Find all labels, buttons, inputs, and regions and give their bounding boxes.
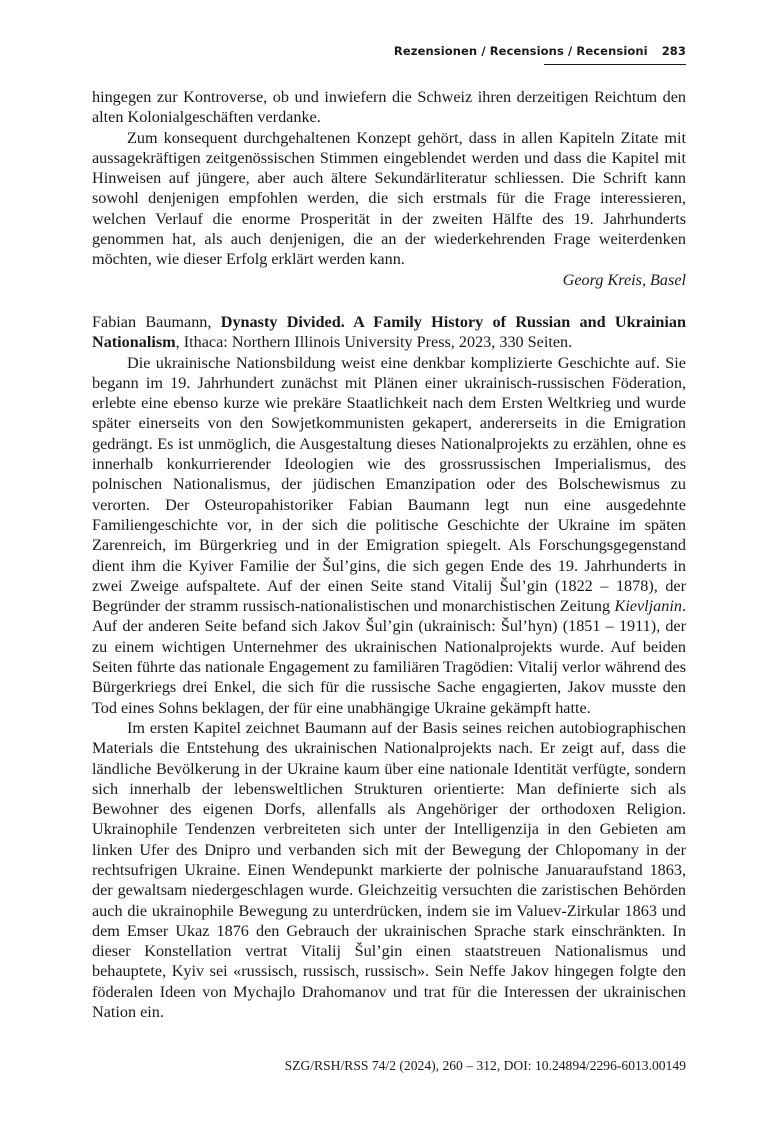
review-paragraph-1 — [92, 353, 686, 718]
newspaper-title: Kievljanin — [614, 597, 682, 616]
review-bibliographic-header — [92, 312, 686, 353]
running-head-rule — [544, 64, 686, 65]
footer-citation: SZG/RSH/RSS 74/2 (2024), 260 – 312, DOI: 10.24894/2296-6013.00149 — [284, 1058, 686, 1073]
previous-review-paragraph: Zum konsequent durchgehaltenen Konzept gehört, dass in allen Kapiteln Zitate mit aussagekräftigen zeitgenössischen Stimmen eingeblendet werden und dass die Kapitel mit Hinweisen auf jüngere, aber auch ältere Sekundärliteratur schliessen. Die Schrift kann sowohl denjenigen empfohlen werden, die sich erstmals für die Frage interessieren, welchen Verlauf die enorme Prosperität in der zweiten Hälfte des 19. Jahrhunderts genommen hat, als auch denjenigen, die an der wiederkehrenden Frage weiterdenken möchten, wie dieser Erfolg erklärt werden kann. — [92, 128, 686, 269]
review-paragraph-1-text-a: Die ukrainische Nationsbildung weist eine denkbar komplizierte Geschichte auf. Sie begann im 19. Jahrhundert zunächst mit Plänen einer ukrainisch-russischen Föderation, erlebte eine ebenso kurze wie prekäre Staatlichkeit nach dem Ersten Weltkrieg und wurde später einerseits von den Sowjetkommunisten gekapert, andererseits in die Emigration gedrängt. Es ist unmöglich, die Ausgestaltung dieses Nationalprojekts zu erzählen, ohne es innerhalb konkurrierender Ideologien wie des grossrussischen Imperialismus, des polnischen Nationalismus, der jüdischen Emanzipation oder des Bolschewismus zu verorten. Der Osteuropahistoriker Fabian Baumann legt nun eine ausgedehnte Familiengeschichte vor, in der sich die politische Geschichte der Ukraine im späten Zarenreich, im Bürgerkrieg und in der Emigration spiegelt. Als Forschungsgegenstand dient ihm die Kyiver Familie der Šul’gins, die sich gegen Ende des 19. Jahrhunderts in zwei Zweige aufspaltete. Auf der einen Seite stand Vitalij Šul’gin (1822 – 1878), der Begründer der stramm russisch-nationalistischen und monarchistischen Zeitung — [92, 353, 686, 616]
running-head-title: Rezensionen / Recensions / Recensioni — [393, 44, 648, 58]
page-number: 283 — [661, 44, 686, 58]
body-text — [92, 87, 686, 1022]
review-paragraph-2: Im ersten Kapitel zeichnet Baumann auf der Basis seines reichen autobiographischen Materials die Entstehung des ukrainischen Nationalprojekts nach. Er zeigt auf, dass die ländliche Bevölkerung in der Ukraine kaum über eine nationale Identität verfügte, sondern sich innerhalb der lebensweltlichen Strukturen orientierte: Man definierte sich als Bewohner des eigenen Dorfs, allenfalls als Angehöriger der orthodoxen Religion. Ukrainophile Tendenzen verbreiteten sich unter der Intelligenzija in den Gebieten am linken Ufer des Dnipro und verbanden sich mit der Bewegung der Chlopomany in der rechtsufrigen Ukraine. Einen Wendepunkt markierte der polnische Januaraufstand 1863, der gewaltsam niedergeschlagen wurde. Gleichzeitig versuchten die zaristischen Behörden auch die ukrainophile Bewegung zu unterdrücken, indem sie im Valuev-Zirkular 1863 und dem Emser Ukaz 1876 den Gebrauch der ukrainischen Sprache stark einschränkten. In dieser Konstellation vertrat Vitalij Šul’gin einen staatstreuen Nationalismus und behauptete, Kyiv sei «russisch, russisch, russisch». Sein Neffe Jakov hingegen folgte den föderalen Ideen von Mychajlo Drahomanov und trat für die Interessen der ukrainischen Nation ein. — [92, 718, 686, 1022]
review-paragraph-1-text-b: . Auf der anderen Seite befand sich Jakov Šul’gin (ukrainisch: Šul’hyn) (1851 – 1911), der zu einem wichtigen Unternehmer des ukrainischen Nationalprojekts wurde. Auf beiden Seiten führte das nationale Engagement zu familiären Tragödien: Vitalij verlor während des Bürgerkriegs drei Enkel, die sich für die russische Sache engagierten, Jakov musste den Tod eines Sohns beklagen, der für eine unabhängige Ukraine gekämpft hatte. — [92, 597, 686, 717]
running-head — [92, 44, 686, 58]
previous-review-continuation: hingegen zur Kontroverse, ob und inwiefern die Schweiz ihren derzeitigen Reichtum den alten Kolonialgeschäften verdanke. — [92, 88, 686, 127]
book-publication: , Ithaca: Northern Illinois University Press, 2023, 330 Seiten. — [175, 333, 573, 352]
book-author: Fabian Baumann, — [92, 312, 212, 331]
reviewer-signature: Georg Kreis, Basel — [562, 270, 686, 289]
book-title: Dynasty Divided. A Family History of Russian and Ukrainian Nationalism — [92, 312, 687, 352]
